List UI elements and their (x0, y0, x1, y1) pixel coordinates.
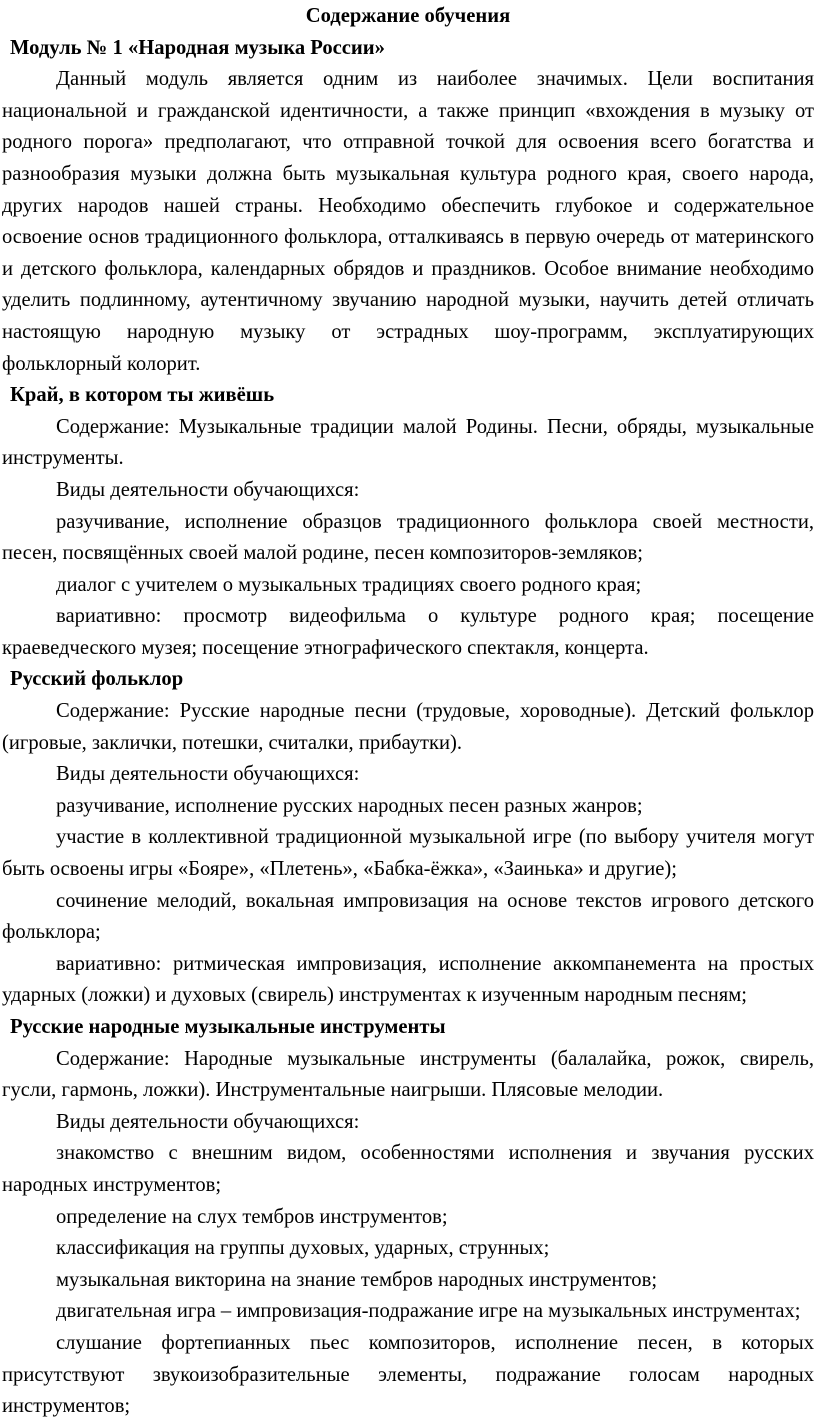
paragraph: сочинение мелодий, вокальная импровизация на основе текстов игрового детского фольклора; (2, 889, 814, 944)
paragraph: двигательная игра – импровизация-подражание игре на музыкальных инструментах; (56, 1300, 801, 1323)
section-kray (2, 380, 814, 664)
module-title: Модуль № 1 «Народная музыка России» (10, 36, 385, 59)
paragraph: диалог с учителем о музыкальных традициях своего родного края; (56, 573, 642, 596)
paragraph: вариативно: ритмическая импровизация, исполнение аккомпанемента на простых ударных (ложки) и духовых (свирель) инструментах к изученным народным песням; (2, 952, 814, 1007)
paragraph: знакомство с внешним видом, особенностями исполнения и звучания русских народных инструментов; (2, 1142, 814, 1196)
paragraph: слушание фортепианных пьес композиторов, исполнение песен, в которых присутствуют звукоизобразительные элементы, подражание голосам народных инструментов; (2, 1331, 814, 1418)
section-russian-folklore (2, 664, 814, 1012)
section-folk-instruments (2, 1012, 814, 1423)
paragraph: Содержание: Русские народные песни (трудовые, хороводные). Детский фольклор (игровые, заклички, потешки, считалки, прибаутки). (2, 700, 814, 754)
paragraph: музыкальная викторина на знание тембров народных инструментов; (56, 1268, 658, 1291)
paragraph: Виды деятельности обучающихся: (56, 478, 360, 501)
paragraph: Виды деятельности обучающихся: (56, 763, 360, 786)
document-title: Содержание обучения (305, 5, 511, 27)
paragraph: вариативно: просмотр видеофильма о культуре родного края; посещение краеведческого музея; посещение этнографического спектакля, концерта. (2, 605, 814, 659)
section-heading: Русский фольклор (10, 668, 184, 691)
section-heading: Край, в котором ты живёшь (10, 384, 275, 407)
paragraph: Виды деятельности обучающихся: (56, 1110, 360, 1133)
paragraph: разучивание, исполнение русских народных песен разных жанров; (56, 794, 643, 817)
intro-paragraph: Данный модуль является одним из наиболее значимых. Цели воспитания национальной и гражданской идентичности, а также принцип «вхождения в музыку от родного порога» предполагают, что отправной точкой для освоения всего богатства и разнообразия музыки должна быть музыкальная культура родного края, своего народа, других народов нашей страны. Необходимо обеспечить глубокое и содержательное освоение основ традиционного фольклора, отталкиваясь в первую очередь от материнского и детского фольклора, календарных обрядов и праздников. Особое внимание необходимо уделить подлинному, аутентичному звучанию народной музыки, научить детей отличать настоящую народную музыку от эстрадных шоу-программ, эксплуатирующих фольклорный колорит. (2, 68, 814, 375)
paragraph: классификация на группы духовых, ударных, струнных; (56, 1237, 550, 1260)
paragraph: разучивание, исполнение образцов традиционного фольклора своей местности, песен, посвящённых своей малой родине, песен композиторов-земляков; (2, 510, 814, 565)
section-heading: Русские народные музыкальные инструменты (10, 1016, 446, 1038)
paragraph: участие в коллективной традиционной музыкальной игре (по выбору учителя могут быть освоены игры «Бояре», «Плетень», «Бабка-ёжка», «Заинька» и другие); (2, 826, 814, 881)
paragraph: определение на слух тембров инструментов; (56, 1205, 448, 1228)
paragraph: Содержание: Музыкальные традиции малой Родины. Песни, обряды, музыкальные инструменты. (2, 415, 814, 470)
paragraph: Содержание: Народные музыкальные инструменты (балалайка, рожок, свирель, гусли, гармонь, ложки). Инструментальные наигрыши. Плясовые мелодии. (2, 1047, 814, 1102)
